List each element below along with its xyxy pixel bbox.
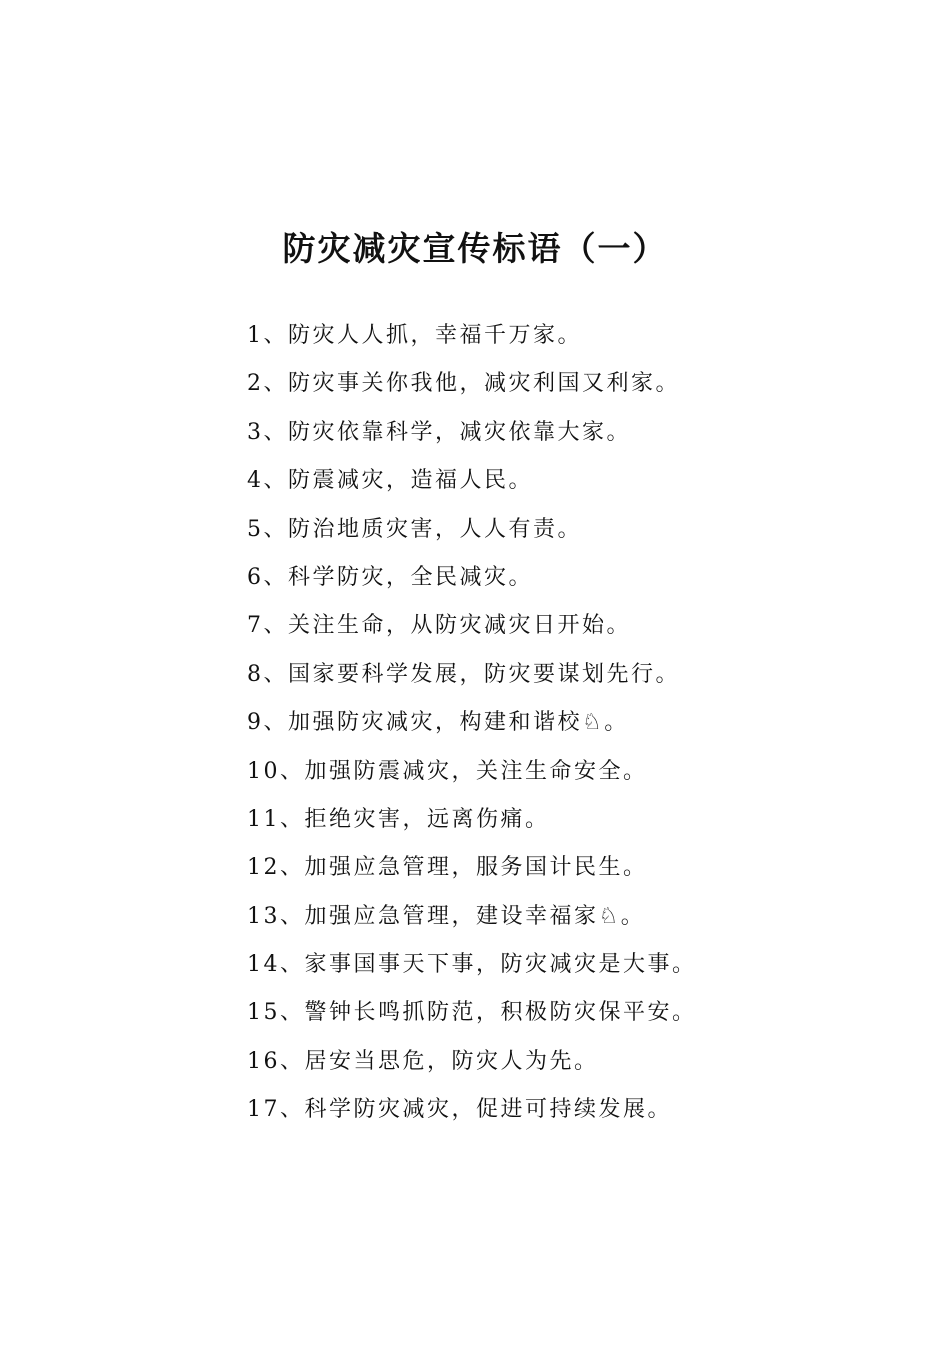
slogan-16: 16、居安当思危，防灾人为先。: [247, 1048, 599, 1074]
slogan-10: 10、加强防震减灾，关注生命安全。: [247, 758, 648, 784]
slogan-8: 8、国家要科学发展，防灾要谋划先行。: [247, 661, 680, 687]
slogan-9: 9、加强防灾减灾，构建和谐校♘。: [247, 710, 629, 736]
slogan-14: 14、家事国事天下事，防灾减灾是大事。: [247, 952, 697, 978]
slogan-1: 1、防灾人人抓，幸福千万家。: [247, 323, 582, 348]
slogan-5: 5、防治地质灾害，人人有责。: [247, 516, 582, 542]
slogan-list: [247, 312, 697, 1135]
slogan-15: 15、警钟长鸣抓防范，积极防灾保平安。: [247, 1000, 697, 1026]
page-title: 防灾减灾宣传标语（一）: [282, 229, 668, 268]
slogan-4: 4、防震减灾，造福人民。: [247, 468, 533, 494]
slogan-11: 11、拒绝灾害，远离伤痛。: [247, 806, 550, 832]
slogan-2: 2、防灾事关你我他，减灾利国又利家。: [247, 371, 680, 397]
slogan-6: 6、科学防灾，全民减灾。: [247, 564, 533, 590]
slogan-3: 3、防灾依靠科学，减灾依靠大家。: [247, 419, 631, 445]
slogan-12: 12、加强应急管理，服务国计民生。: [247, 855, 648, 881]
slogan-13: 13、加强应急管理，建设幸福家♘。: [247, 903, 646, 929]
slogan-17: 17、科学防灾减灾，促进可持续发展。: [247, 1097, 672, 1123]
slogan-7: 7、关注生命，从防灾减灾日开始。: [247, 613, 631, 639]
